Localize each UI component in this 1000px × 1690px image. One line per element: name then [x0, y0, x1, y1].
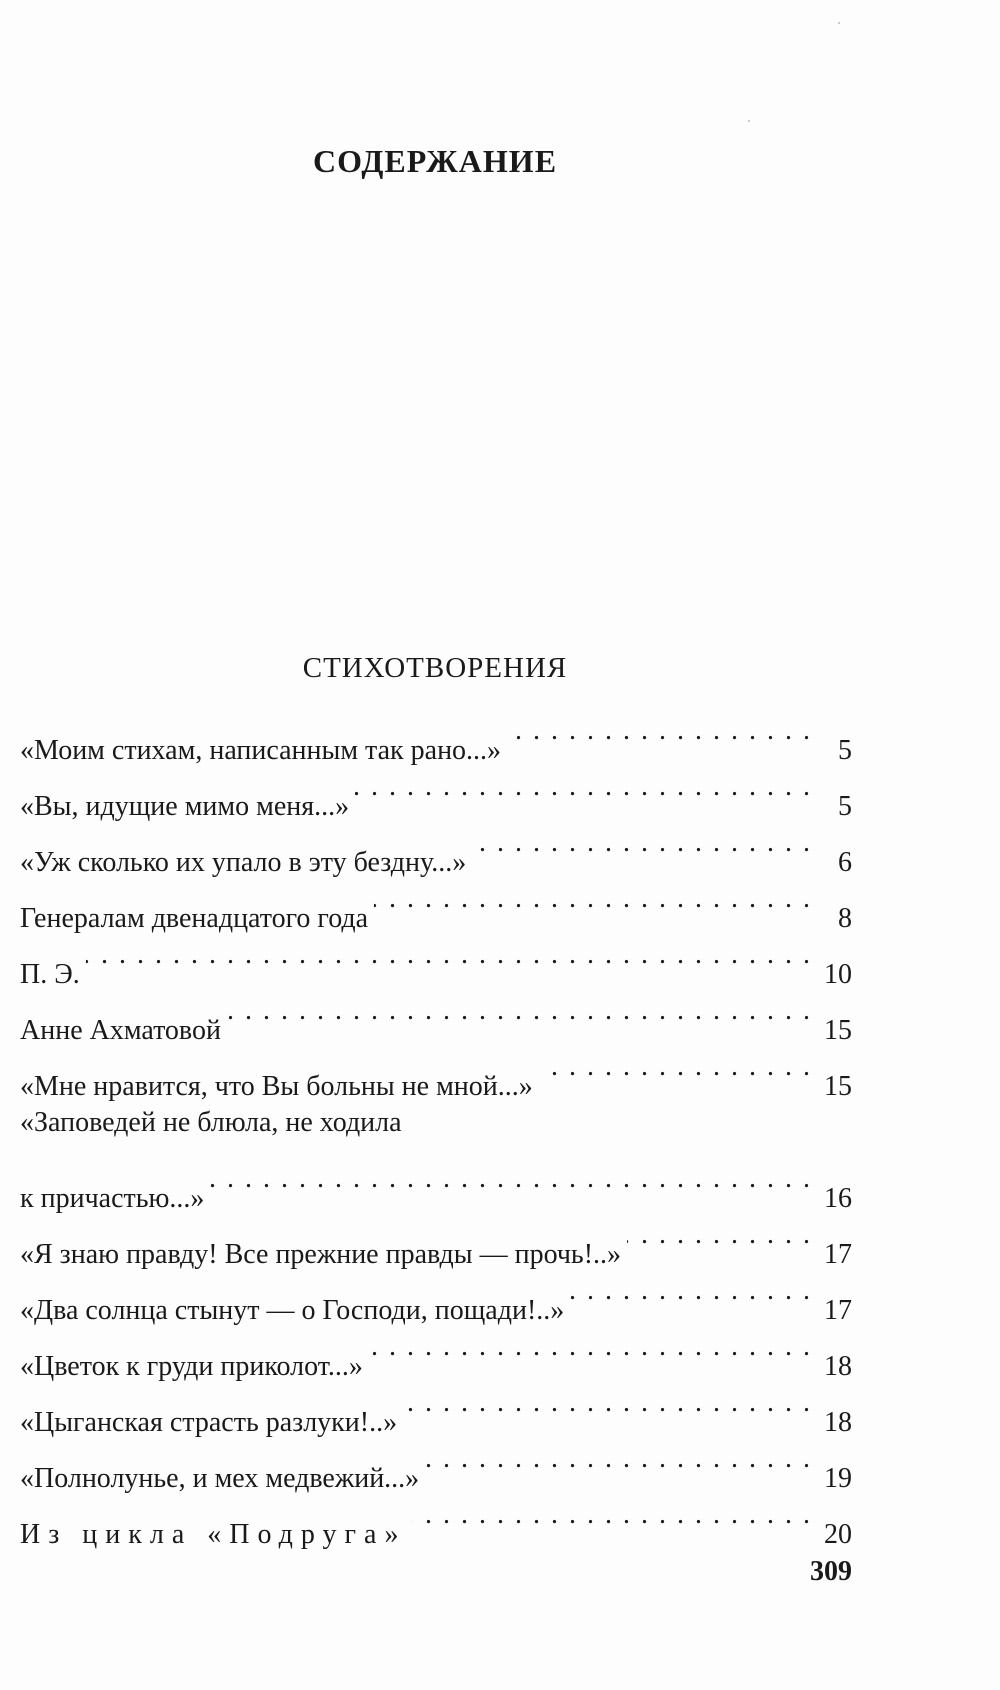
toc-leader-dots: [227, 983, 812, 1039]
toc-entry: [20, 703, 852, 766]
toc-entry-title: «Я знаю правду! Все прежние правды — прочь!..»: [20, 1239, 622, 1270]
toc-leader-dots: [627, 1207, 812, 1263]
toc-entry-title: Анне Ахматовой: [20, 1015, 221, 1046]
contents-heading: СОДЕРЖАНИЕ: [312, 143, 558, 179]
toc-entry-page: 5: [838, 791, 852, 822]
paper-speck: [838, 22, 840, 24]
toc-entry-title: Генералам двенадцатого года: [20, 903, 369, 934]
toc-entry-page: 17: [824, 1295, 852, 1326]
toc-entry: [20, 983, 852, 1046]
toc-entry-title: «Два солнца стынут — о Господи, пощади!..»: [20, 1295, 565, 1326]
toc-entry-page: 6: [838, 847, 852, 878]
toc-entry-page: 19: [824, 1463, 852, 1494]
page-number: 309: [810, 1556, 852, 1587]
toc-entry-page: 5: [838, 735, 852, 766]
toc-leader-dots: [507, 703, 812, 759]
toc-leader-dots: [412, 1487, 812, 1543]
section-title: СТИХОТВОРЕНИЯ: [302, 652, 568, 684]
toc-entry-title: «Цыганская страсть разлуки!..»: [20, 1407, 398, 1438]
paper-speck: [748, 120, 750, 122]
toc-entry-title: П. Э.: [20, 959, 80, 990]
toc-entry-title: «Заповедей не блюла, не ходила: [20, 1107, 402, 1138]
toc-entry-page: 15: [824, 1071, 852, 1102]
toc-entry-title: «Моим стихам, написанным так рано...»: [20, 735, 502, 766]
toc-leader-dots: [539, 1039, 812, 1095]
toc-leader-dots: [425, 1431, 812, 1487]
toc-leader-dots: [570, 1263, 812, 1319]
toc-leader-dots: [374, 871, 812, 927]
toc-entry-page: 18: [824, 1351, 852, 1382]
toc-entry-page: 10: [824, 959, 852, 990]
toc-entry-title: к причастью...»: [20, 1183, 205, 1214]
toc-entry-title: «Мне нравится, что Вы больны не мной...»: [20, 1071, 533, 1102]
toc-entry-page: 16: [824, 1183, 852, 1214]
toc-entry-title: «Уж сколько их упало в эту бездну...»: [20, 847, 467, 878]
toc-entry: [20, 927, 852, 990]
toc-leader-dots: [472, 815, 812, 871]
table-of-contents: [20, 703, 852, 1550]
toc-entry-page: 18: [824, 1407, 852, 1438]
toc-entry-title: «Вы, идущие мимо меня...»: [20, 791, 350, 822]
toc-entry-title: Из цикла «Подруга»: [20, 1519, 407, 1550]
toc-leader-dots: [369, 1319, 812, 1375]
toc-entry-title: «Полнолунье, и мех медвежий...»: [20, 1463, 420, 1494]
toc-entry-page: 17: [824, 1239, 852, 1270]
toc-leader-dots: [210, 1151, 812, 1207]
toc-leader-dots: [355, 759, 812, 815]
toc-entry-page: 8: [838, 903, 852, 934]
toc-entry: [20, 1151, 852, 1214]
toc-entry-page: 20: [824, 1519, 852, 1550]
toc-leader-dots: [403, 1375, 812, 1431]
toc-entry-title: «Цветок к груди приколот...»: [20, 1351, 363, 1382]
toc-leader-dots: [86, 927, 812, 983]
toc-entry-page: 15: [824, 1015, 852, 1046]
